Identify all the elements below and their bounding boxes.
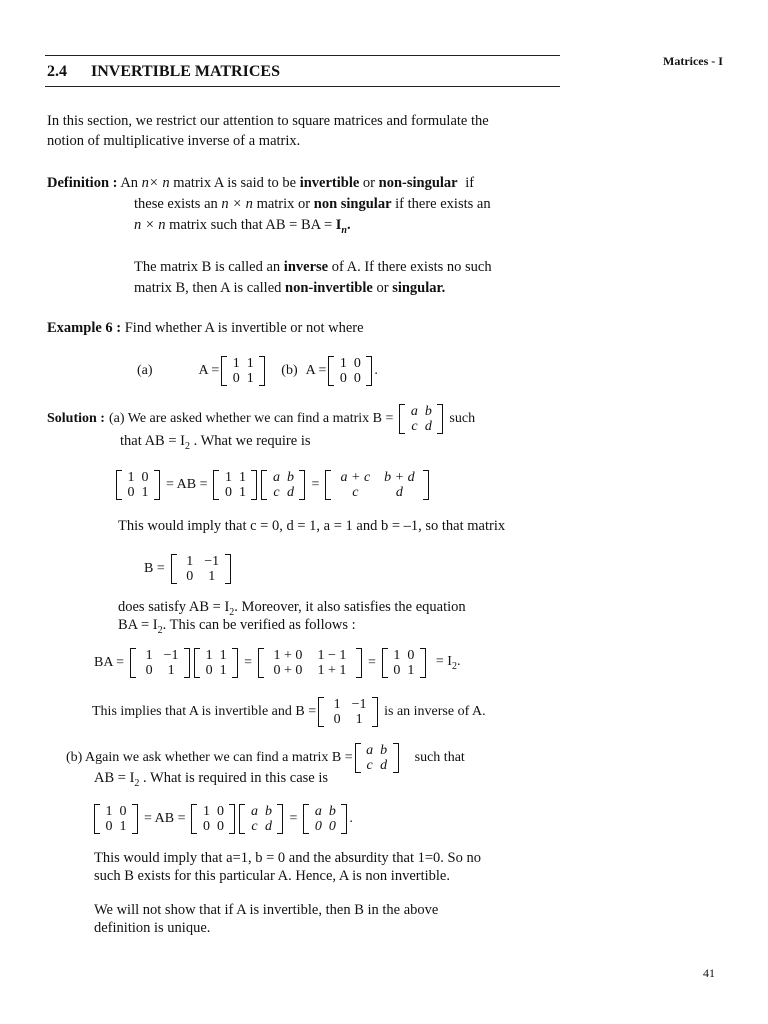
matrix-right-bracket [366, 356, 372, 386]
matrix-right-bracket [259, 356, 265, 386]
solution-text: that AB = I [120, 433, 185, 449]
definition-line-3 [134, 216, 351, 240]
definition-text: if [465, 175, 475, 191]
matrix-cell: a [272, 470, 280, 485]
matrix-row [266, 663, 354, 678]
matrix-cell: 1 [202, 804, 210, 819]
matrix-row [221, 470, 249, 485]
matrix-cell: 1 [186, 554, 194, 569]
matrix-right-bracket [393, 743, 399, 773]
matrix-row [221, 485, 249, 500]
solution-text: . This can be verified as follows : [162, 617, 356, 633]
matrix-row [199, 804, 227, 819]
matrix-body [197, 804, 229, 834]
subscript: 2 [229, 606, 235, 618]
matrix-row [247, 819, 275, 834]
matrix-cell: a [250, 804, 258, 819]
matrix-A-part-a [221, 356, 265, 386]
matrix-cell: 1 [355, 712, 363, 727]
matrix-right-bracket [277, 804, 283, 834]
equation-BA [90, 648, 464, 678]
matrix-body [177, 554, 225, 584]
solution-text: . Moreover, it also satisfies the equation [234, 599, 466, 615]
matrix-body [122, 470, 154, 500]
matrix-right-bracket [356, 648, 362, 678]
matrix-cell: 1 [407, 663, 415, 678]
matrix-row [326, 697, 370, 712]
matrix-cell: 0 [232, 371, 240, 386]
matrix-right-bracket [251, 470, 257, 500]
equation-text: = [367, 655, 376, 670]
definition-text: matrix or [256, 196, 311, 212]
matrix-right-bracket [229, 804, 235, 834]
matrix-A-part-b [191, 804, 235, 834]
solution-text: such that [414, 750, 465, 765]
definition-text: or [376, 280, 389, 296]
matrix-row [229, 371, 257, 386]
intro-line-1: In this section, we restrict our attention to square matrices and formulate the [47, 113, 489, 129]
matrix-cell: 1 [208, 569, 216, 584]
subscript: 2 [157, 624, 163, 636]
matrix-body [264, 648, 356, 678]
matrix-cell: 0 [186, 569, 194, 584]
matrix-identity [94, 804, 138, 834]
identity-subscript: n [341, 224, 347, 236]
matrix-cell: c [251, 819, 258, 834]
solution-text: (a) We are asked whether we can find a matrix B = [108, 411, 394, 426]
solution-unique-line-2: definition is unique. [94, 920, 211, 936]
matrix-cell: b [424, 404, 432, 419]
definition-text: An [120, 175, 139, 191]
matrix-AB-result [325, 470, 429, 500]
matrix-body [331, 470, 423, 500]
definition-text: matrix B, then A is called [134, 280, 282, 296]
matrix-B-solution [171, 554, 231, 584]
matrix-cell: a [410, 404, 418, 419]
matrix-cell: 0 [205, 663, 213, 678]
matrix-body [267, 470, 299, 500]
definition-line-2 [134, 195, 491, 213]
definition-text: if there exists an [395, 196, 491, 212]
matrix-row [363, 743, 391, 758]
matrix-cell: 0 [328, 819, 336, 834]
matrix-cell: 1 [339, 356, 347, 371]
math-nxn: n × n [134, 217, 166, 233]
matrix-cell: −1 [204, 554, 220, 569]
matrix-body [100, 804, 132, 834]
solution-imply-line: This would imply that c = 0, d = 1, a = 1 and b = –1, so that matrix [118, 518, 506, 534]
term-non-invertible: non-invertible [285, 280, 373, 296]
section-title: INVERTIBLE MATRICES [91, 63, 280, 80]
equation-identity-ab [114, 470, 431, 500]
matrix-row [124, 485, 152, 500]
matrix-cell: 0 [202, 819, 210, 834]
matrix-cell: 1 − 1 [317, 648, 347, 663]
solution-absurd-line-1: This would imply that a=1, b = 0 and the absurdity that 1=0. So no [94, 850, 481, 866]
subscript: 2 [451, 660, 457, 672]
matrix-cell: 1 [205, 648, 213, 663]
matrix-cell: a + c [340, 470, 371, 485]
matrix-cell: b + d [384, 470, 415, 485]
solution-text: AB = I [94, 770, 135, 786]
matrix-B-general [399, 404, 443, 434]
definition-text: . [346, 217, 351, 233]
matrix-right-bracket [420, 648, 426, 678]
equation-text: BA = [94, 655, 125, 670]
math-nxn: n× n [141, 175, 170, 191]
matrix-row [311, 819, 339, 834]
matrix-row [202, 648, 230, 663]
matrix-cell: 1 [141, 485, 149, 500]
solution-text: BA = I [118, 617, 158, 633]
solution-line-2 [120, 432, 311, 456]
section-number: 2.4 [47, 63, 67, 80]
example-equations [137, 356, 378, 386]
matrix-row [138, 663, 182, 678]
matrix-cell: 1 [167, 663, 175, 678]
matrix-body [245, 804, 277, 834]
matrix-cell: 1 [219, 648, 227, 663]
matrix-B-general [239, 804, 283, 834]
term-non-singular: non singular [313, 196, 392, 212]
solution-unique-line-1: We will not show that if A is invertible, then B in the above [94, 902, 439, 918]
matrix-A-label: A = [305, 363, 327, 378]
matrix-cell: 0 [216, 804, 224, 819]
matrix-body [200, 648, 232, 678]
solution-text: . What we require is [193, 433, 311, 449]
matrix-cell: 0 [105, 819, 113, 834]
matrix-row [199, 819, 227, 834]
matrix-row [336, 356, 364, 371]
matrix-identity [116, 470, 160, 500]
punctuation: . [349, 811, 353, 826]
matrix-cell: d [264, 819, 272, 834]
matrix-cell: 1 [238, 485, 246, 500]
matrix-right-bracket [232, 648, 238, 678]
matrix-cell: 0 [145, 663, 153, 678]
matrix-cell: 0 [141, 470, 149, 485]
matrix-right-bracket [372, 697, 378, 727]
matrix-cell: 0 [339, 371, 347, 386]
matrix-cell: b [264, 804, 272, 819]
matrix-cell: 1 [127, 470, 135, 485]
matrix-body [388, 648, 420, 678]
matrix-right-bracket [341, 804, 347, 834]
matrix-cell: b [328, 804, 336, 819]
matrix-cell: 0 [314, 819, 322, 834]
page-number: 41 [703, 966, 715, 980]
matrix-body [361, 743, 393, 773]
matrix-BA-sum [258, 648, 362, 678]
term-inverse: inverse [283, 259, 329, 275]
matrix-cell: 1 [145, 648, 153, 663]
matrix-right-bracket [423, 470, 429, 500]
definition-text: of A. If there exists no such [331, 259, 492, 275]
matrix-row [269, 470, 297, 485]
matrix-right-bracket [437, 404, 443, 434]
matrix-cell: d [380, 758, 388, 773]
matrix-row [333, 485, 421, 500]
matrix-body [227, 356, 259, 386]
matrix-right-bracket [299, 470, 305, 500]
matrix-row [202, 663, 230, 678]
matrix-B-general [261, 470, 305, 500]
equation-text: = I [435, 654, 452, 670]
matrix-A [194, 648, 238, 678]
definition-line-1 [47, 174, 474, 192]
matrix-body [324, 697, 372, 727]
matrix-cell: 1 [246, 371, 254, 386]
matrix-row [407, 404, 435, 419]
matrix-cell: −1 [163, 648, 179, 663]
matrix-cell: c [366, 758, 373, 773]
definition-text: these exists an [134, 196, 218, 212]
matrix-Ab-result [303, 804, 347, 834]
matrix-B-general [355, 743, 399, 773]
solution-text: (b) Again we ask whether we can find a matrix B = [66, 750, 353, 765]
matrix-B-solution [130, 648, 190, 678]
matrix-row [407, 419, 435, 434]
term-singular: singular. [392, 280, 446, 296]
matrix-body [334, 356, 366, 386]
equation-B-solution [140, 554, 233, 584]
matrix-A-label: A = [198, 363, 220, 378]
matrix-row [102, 804, 130, 819]
equation-text: = [289, 811, 298, 826]
solution-label: Solution : [47, 411, 105, 426]
matrix-cell: 1 [238, 470, 246, 485]
section-heading [47, 63, 280, 81]
subscript: 2 [184, 440, 190, 452]
matrix-row [311, 804, 339, 819]
running-title: Matrices - I [663, 54, 723, 68]
matrix-row [336, 371, 364, 386]
matrix-row [102, 819, 130, 834]
matrix-identity [382, 648, 426, 678]
matrix-row [363, 758, 391, 773]
matrix-cell: c [273, 485, 280, 500]
matrix-cell: 1 [246, 356, 254, 371]
intro-line-2: notion of multiplicative inverse of a matrix. [47, 133, 301, 149]
term-non-singular: non-singular [378, 175, 458, 191]
matrix-cell: d [395, 485, 403, 500]
matrix-cell: a [366, 743, 374, 758]
definition-text: or [362, 175, 376, 191]
solution-text: is an inverse of A. [384, 704, 486, 719]
definition-para2-line-1 [134, 258, 492, 276]
matrix-cell: c [411, 419, 418, 434]
part-a-label: (a) [137, 363, 153, 378]
matrix-cell: d [286, 485, 294, 500]
matrix-A-part-b [328, 356, 372, 386]
definition-label: Definition : [47, 175, 118, 191]
equation-text: B = [144, 561, 165, 576]
definition-para2-line-2 [134, 279, 445, 297]
example-line [47, 319, 364, 337]
matrix-right-bracket [225, 554, 231, 584]
matrix-B-solution [318, 697, 378, 727]
matrix-row [390, 648, 418, 663]
matrix-row [247, 804, 275, 819]
equation-text: = AB = [144, 811, 186, 826]
matrix-cell: 0 [119, 804, 127, 819]
part-b-label: (b) [281, 363, 298, 378]
solution-text: This implies that A is invertible and B = [92, 704, 317, 719]
math-nxn: n × n [221, 196, 253, 212]
matrix-row [124, 470, 152, 485]
solution-satisfy-line-2 [118, 616, 356, 640]
matrix-row [269, 485, 297, 500]
matrix-cell: 0 [127, 485, 135, 500]
solution-b-line-2 [94, 769, 328, 793]
solution-absurd-line-2: such B exists for this particular A. Hence, A is non invertible. [94, 868, 450, 884]
equation-text: = [311, 477, 320, 492]
matrix-cell: 1 + 1 [317, 663, 347, 678]
example-text: Find whether A is invertible or not where [124, 320, 364, 336]
matrix-cell: a [314, 804, 322, 819]
matrix-cell: b [286, 470, 294, 485]
solution-implies-line [92, 697, 490, 727]
matrix-A [213, 470, 257, 500]
matrix-cell: 0 [224, 485, 232, 500]
matrix-cell: 1 [119, 819, 127, 834]
equation-b [92, 804, 353, 834]
matrix-cell: −1 [351, 697, 367, 712]
term-invertible: invertible [299, 175, 360, 191]
definition-text: matrix such that AB = BA = [169, 217, 333, 233]
matrix-cell: 0 + 0 [273, 663, 303, 678]
matrix-cell: 1 [224, 470, 232, 485]
matrix-cell: 0 [216, 819, 224, 834]
matrix-right-bracket [132, 804, 138, 834]
matrix-right-bracket [184, 648, 190, 678]
definition-text: matrix A is said to be [173, 175, 297, 191]
matrix-row [179, 554, 223, 569]
matrix-row [390, 663, 418, 678]
definition-text: The matrix B is called an [134, 259, 281, 275]
matrix-row [266, 648, 354, 663]
punctuation: . [456, 654, 461, 670]
matrix-cell: 0 [353, 356, 361, 371]
header-bottom-rule [45, 86, 560, 87]
matrix-cell: 0 [353, 371, 361, 386]
matrix-cell: 1 + 0 [273, 648, 303, 663]
matrix-cell: 1 [219, 663, 227, 678]
matrix-cell: 0 [407, 648, 415, 663]
matrix-row [229, 356, 257, 371]
matrix-cell: d [424, 419, 432, 434]
matrix-cell: 1 [393, 648, 401, 663]
solution-text: such [449, 411, 476, 426]
matrix-body [219, 470, 251, 500]
matrix-body [136, 648, 184, 678]
matrix-body [405, 404, 437, 434]
solution-text: does satisfy AB = I [118, 599, 230, 615]
matrix-right-bracket [154, 470, 160, 500]
example-label: Example 6 : [47, 320, 122, 336]
matrix-row [333, 470, 421, 485]
equation-text: = [244, 655, 252, 670]
solution-text: . What is required in this case is [139, 770, 328, 786]
matrix-cell: 1 [232, 356, 240, 371]
matrix-cell: c [352, 485, 359, 500]
solution-line-1 [47, 404, 479, 434]
matrix-cell: 1 [333, 697, 341, 712]
header-top-rule [45, 55, 560, 56]
subscript: 2 [134, 777, 140, 789]
matrix-row [326, 712, 370, 727]
equation-text: = AB = [166, 477, 208, 492]
matrix-cell: 0 [333, 712, 341, 727]
matrix-cell: 0 [393, 663, 401, 678]
matrix-row [179, 569, 223, 584]
matrix-row [138, 648, 182, 663]
matrix-cell: 1 [105, 804, 113, 819]
matrix-body [309, 804, 341, 834]
matrix-cell: b [380, 743, 388, 758]
punctuation: . [374, 363, 378, 378]
identity-symbol: I [335, 217, 342, 233]
